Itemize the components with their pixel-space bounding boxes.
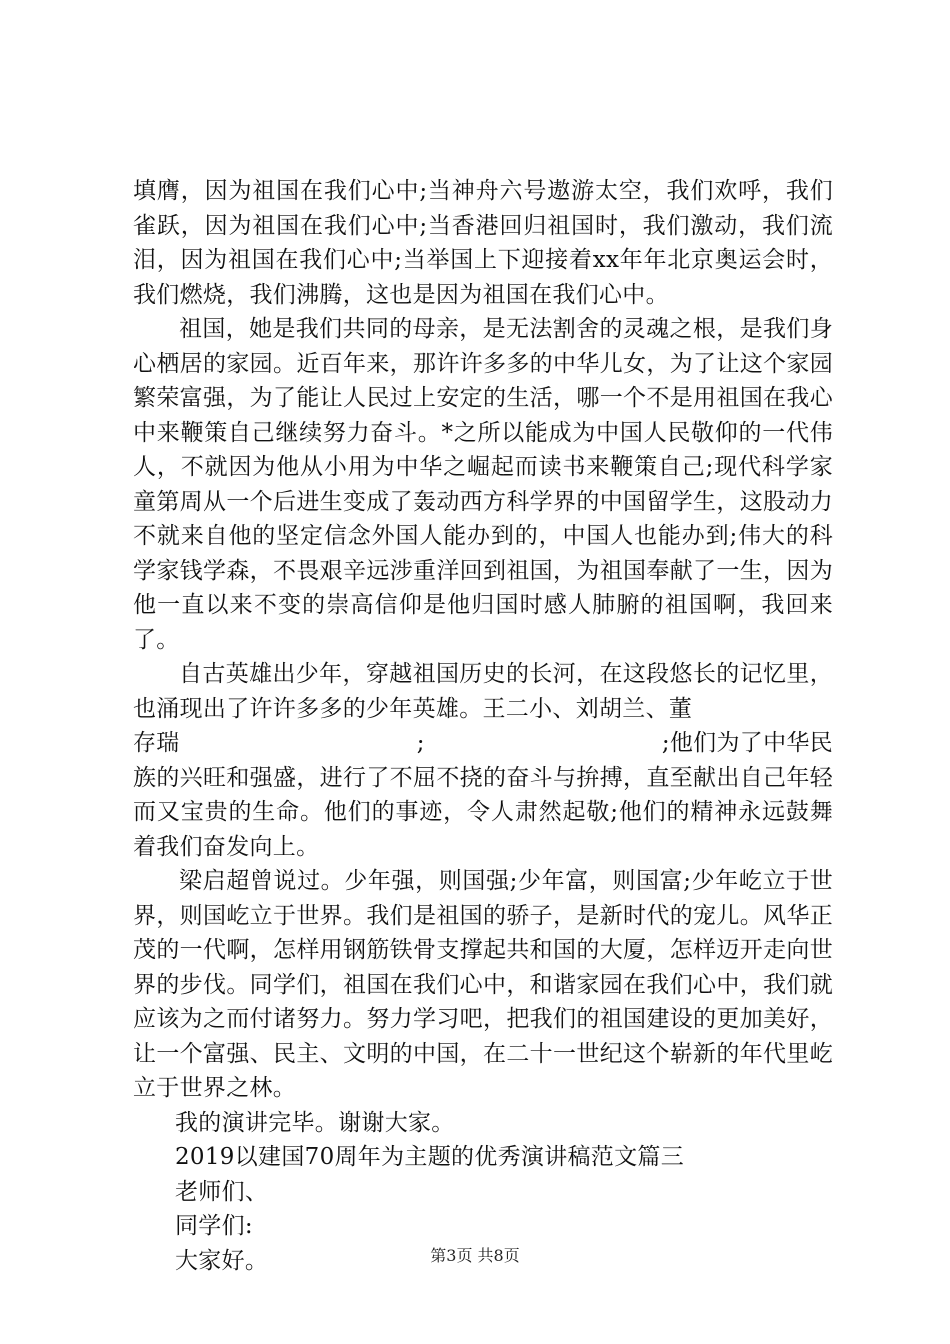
closing-line: 我的演讲完毕。谢谢大家。 xyxy=(175,1109,455,1136)
paragraph-3-end: 族的兴旺和强盛，进行了不屈不挠的奋斗与拚搏，直至献出自己年轻而又宝贵的生命。他们的事迹，令人肃然起敬;他们的精神永远鼓舞着我们奋发向上。 xyxy=(133,764,833,860)
paragraph-4: 梁启超曾说过。少年强，则国强;少年富，则国富;少年屹立于世界，则国屹立于世界。我们是祖国的骄子，是新时代的宠儿。风华正茂的一代啊，怎样用钢筋铁骨支撑起共和国的大厦，怎样迈开走向世界的步伐。同学们，祖国在我们心中，和谐家园在我们心中，我们就应该为之而付诸努力。努力学习吧，把我们的祖国建设的更加美好，让一个富强、民主、文明的中国，在二十一世纪这个崭新的年代里屹立于世界之林。 xyxy=(133,868,833,1101)
paragraph-3-spread-line xyxy=(133,726,833,761)
paragraph-1: 填膺，因为祖国在我们心中;当神舟六号遨游太空，我们欢呼，我们雀跃，因为祖国在我们心中;当香港回归祖国时，我们激动，我们流泪，因为祖国在我们心中;当举国上下迎接着xx年年北京奥运会时，我们燃烧，我们沸腾，这也是因为祖国在我们心中。 xyxy=(133,178,833,308)
greeting-students: 同学们: xyxy=(175,1213,253,1239)
document-body xyxy=(133,174,833,1278)
section-title: 2019以建国70周年为主题的优秀演讲稿范文篇三 xyxy=(175,1144,684,1170)
greeting-teachers: 老师们、 xyxy=(175,1178,269,1205)
spread-segment-1: 存瑞 xyxy=(133,730,180,756)
spread-segment-3: ;他们为了中华民 xyxy=(661,730,833,756)
paragraph-3-start: 自古英雄出少年，穿越祖国历史的长河，在这段悠长的记忆里，也涌现出了许许多多的少年英雄。王二小、刘胡兰、董 xyxy=(133,661,833,722)
paragraph-2: 祖国，她是我们共同的母亲，是无法割舍的灵魂之根，是我们身心栖居的家园。近百年来，那许许多多的中华儿女，为了让这个家园繁荣富强，为了能让人民过上安定的生活，哪一个不是用祖国在我心中来鞭策自己继续努力奋斗。*之所以能成为中国人民敬仰的一代伟人，不就因为他从小用为中华之崛起而读书来鞭策自己;现代科学家童第周从一个后进生变成了轰动西方科学界的中国留学生，这股动力不就来自他的坚定信念外国人能办到的，中国人也能办到;伟大的科学家钱学森，不畏艰辛远涉重洋回到祖国，为祖国奉献了一生，因为他一直以来不变的崇高信仰是他归国时感人肺腑的祖国啊，我回来了。 xyxy=(133,316,833,653)
page-number-footer: 第3页 共8页 xyxy=(430,1246,520,1265)
spread-segment-2: ; xyxy=(416,730,425,756)
greeting-all: 大家好。 xyxy=(175,1247,269,1274)
